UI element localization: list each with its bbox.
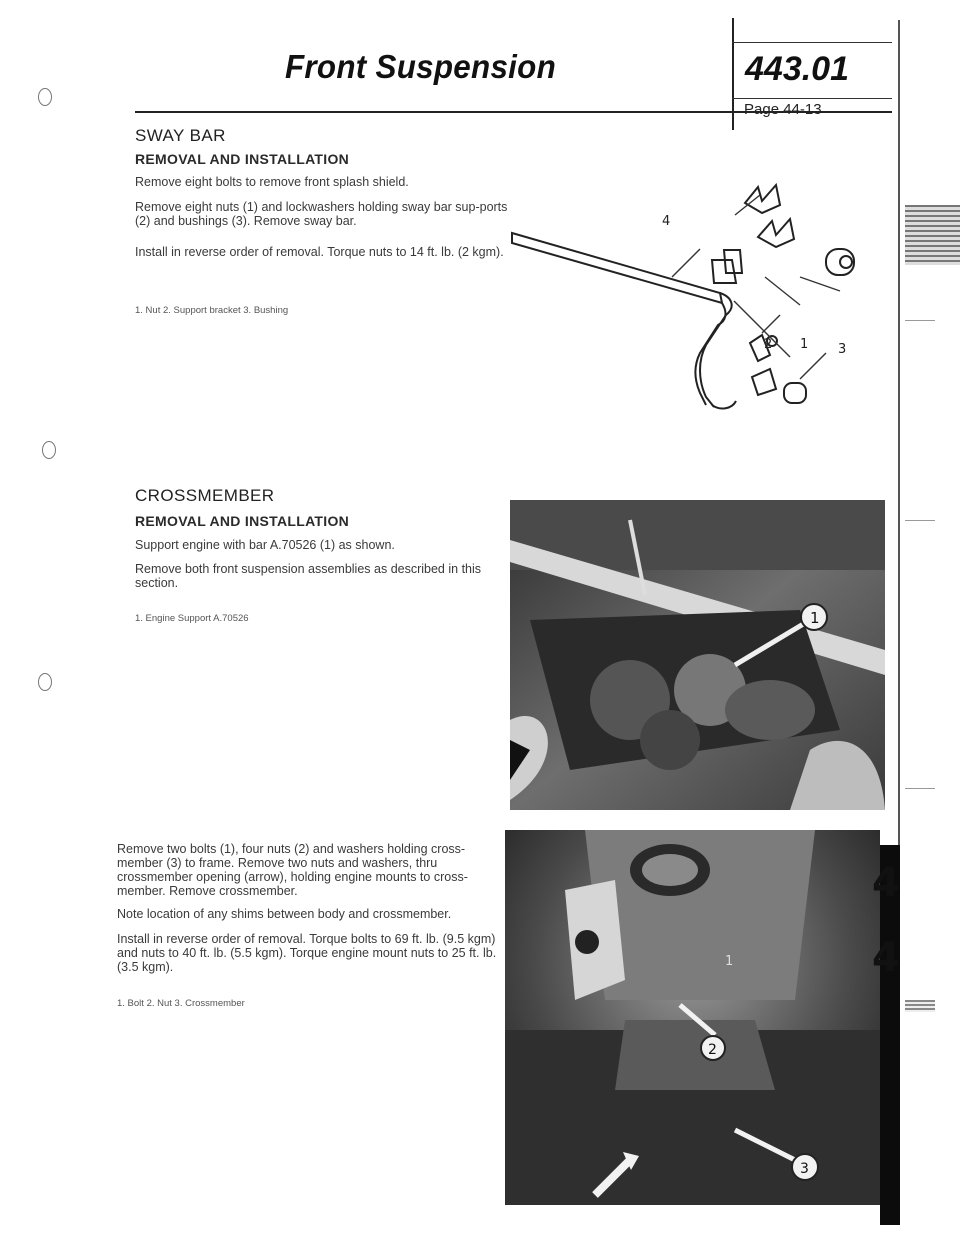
crossmember-removal-text-1: Remove two bolts (1), four nuts (2) and washers holding cross-member (3) to frame. Remove two nuts and washers, thru crossmember opening (arrow), holding engine mounts to cross-member. Remove crossmember. [117, 842, 468, 898]
binder-hole [38, 673, 52, 691]
sway-bar-diagram [500, 165, 880, 425]
crossmember-text-1: Support engine with bar A.70526 (1) as shown. [135, 538, 395, 552]
page-number: Page 44-13 [744, 101, 822, 118]
crossmember-text-2: Remove both front suspension assemblies as described in this section. [135, 562, 482, 590]
engine-support-photo [510, 500, 885, 810]
edge-tab-mark-1: 4 [872, 860, 900, 906]
diagram-label-3: 3 [838, 342, 847, 357]
section-box-mid-line [732, 98, 892, 99]
crossmember-heading: CROSSMEMBER [135, 486, 275, 505]
photo2-callout-2: 2 [708, 1042, 717, 1058]
crossmember-photo [505, 830, 880, 1205]
crossmember-subheading: REMOVAL AND INSTALLATION [135, 513, 350, 529]
diagram-label-4: 4 [662, 214, 671, 229]
page-title: Front Suspension [285, 48, 557, 85]
sway-bar-heading: SWAY BAR [135, 126, 226, 145]
scan-tick [905, 520, 935, 521]
scan-mark [905, 205, 960, 265]
crossmember-removal-text-3: Install in reverse order of removal. Torque bolts to 69 ft. lb. (9.5 kgm) and nuts to 40 ft. lb. (5.5 kgm). Torque engine mount nuts to 25 ft. lb. (3.5 kgm). [117, 932, 497, 974]
diagram-label-2: 2 [764, 337, 773, 352]
section-box-top-line [732, 42, 892, 43]
photo2-callout-1: 1 [725, 954, 734, 969]
edge-tab-mark-2: 4 [872, 935, 900, 981]
sway-bar-subheading: REMOVAL AND INSTALLATION [135, 151, 350, 167]
section-number: 443.01 [745, 50, 849, 88]
scan-tick [905, 788, 935, 789]
photo2-callout-3: 3 [800, 1161, 809, 1177]
crossmember-caption: 1. Engine Support A.70526 [135, 613, 249, 624]
sway-bar-text-1: Remove eight bolts to remove front splash shield. [135, 175, 409, 189]
binder-hole [38, 88, 52, 106]
binder-hole [42, 441, 56, 459]
sway-bar-text-2: Remove eight nuts (1) and lockwashers holding sway bar sup-ports (2) and bushings (3). Remove sway bar. [135, 200, 508, 228]
scan-mark [905, 1000, 935, 1012]
scan-tick [905, 320, 935, 321]
sway-bar-caption: 1. Nut 2. Support bracket 3. Bushing [135, 305, 289, 316]
diagram-label-1: 1 [800, 337, 809, 352]
crossmember-removal-caption: 1. Bolt 2. Nut 3. Crossmember [117, 998, 245, 1009]
sway-bar-text-3: Install in reverse order of removal. Torque nuts to 14 ft. lb. (2 kgm). [135, 245, 504, 259]
crossmember-removal-text-2: Note location of any shims between body and crossmember. [117, 907, 452, 921]
photo1-callout-1: 1 [810, 609, 820, 627]
